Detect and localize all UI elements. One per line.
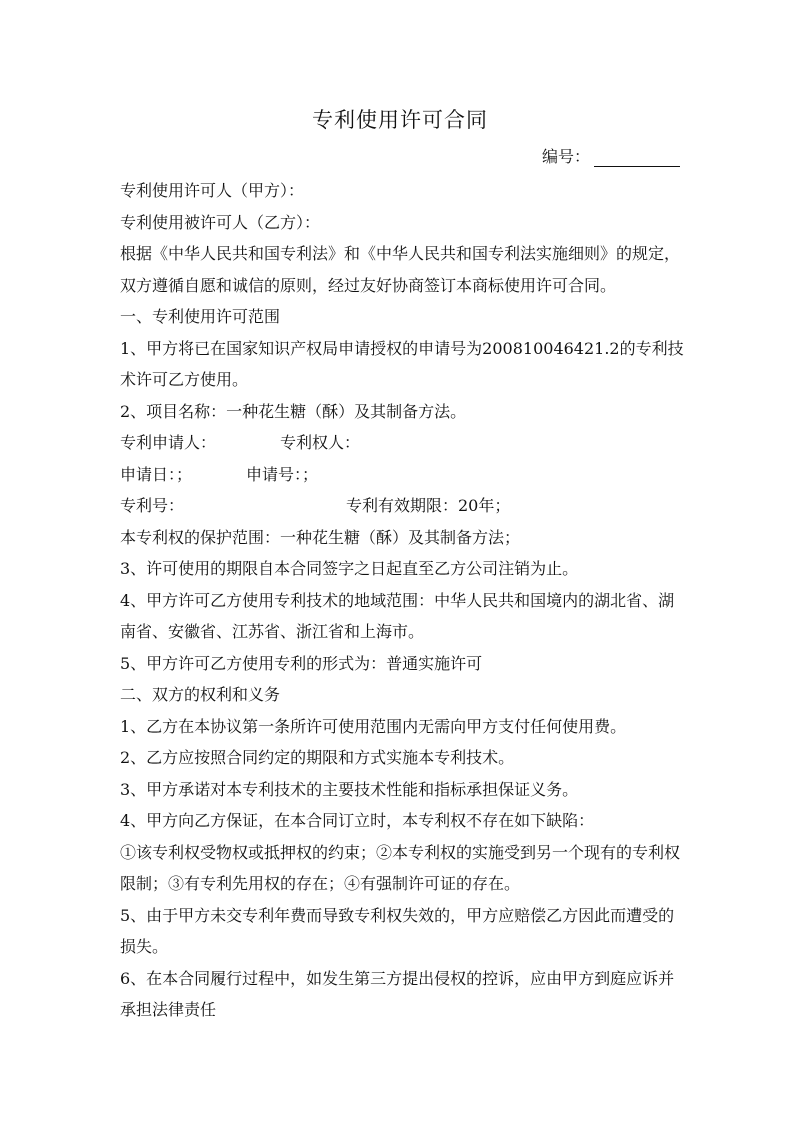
s1-item1: 1、甲方将已在国家知识产权局申请授权的申请号为200810046421.2的专利技术许可乙方使用。	[120, 338, 684, 389]
document-body	[120, 175, 685, 1026]
contract-number-label: 编号：	[542, 147, 591, 166]
licensor-line: 专利使用许可人（甲方）：	[120, 181, 305, 200]
s2-item5: 5、由于甲方未交专利年费而导致专利权失效的，甲方应赔偿乙方因此而遭受的损失。	[120, 905, 675, 956]
s1-item2: 2、项目名称：一种花生糖（酥）及其制备方法。	[120, 401, 467, 421]
section1-heading: 一、专利使用许可范围	[120, 307, 281, 326]
patentee-label: 专利权人：	[280, 433, 361, 452]
s1-item4: 4、甲方许可乙方使用专利技术的地域范围：中华人民共和国境内的湖北省、湖南省、安徽省、江苏省、浙江省和上海市。	[120, 590, 675, 641]
document-title: 专利使用许可合同	[312, 108, 488, 132]
preamble-paragraph: 根据《中华人民共和国专利法》和《中华人民共和国专利法实施细则》的规定，双方遵循自愿和诚信的原则，经过友好协商签订本商标使用许可合同。	[120, 244, 681, 295]
protection-scope: 本专利权的保护范围：一种花生糖（酥）及其制备方法；	[120, 527, 521, 547]
apply-date-label: 申请日：；	[120, 464, 193, 484]
apply-no-label: 申请号：；	[246, 464, 319, 484]
contract-number-blank	[594, 147, 680, 167]
application-row	[120, 459, 685, 491]
s2-item2: 2、乙方应按照合同约定的期限和方式实施本专利技术。	[120, 748, 515, 767]
section2-heading: 二、双方的权利和义务	[120, 685, 281, 704]
contract-number	[542, 144, 680, 167]
s2-item1: 1、乙方在本协议第一条所许可使用范围内无需向甲方支付任何使用费。	[120, 716, 627, 736]
s2-item6: 6、在本合同履行过程中，如发生第三方提出侵权的控诉，应由甲方到庭应诉并承担法律责任	[120, 968, 675, 1019]
s1-item5: 5、甲方许可乙方使用专利的形式为：普通实施许可	[120, 653, 483, 673]
applicant-label: 专利申请人：	[120, 433, 217, 452]
applicant-row	[120, 427, 685, 459]
patent-row	[120, 490, 685, 522]
s2-item3: 3、甲方承诺对本专利技术的主要技术性能和指标承担保证义务。	[120, 779, 579, 799]
patent-no-label: 专利号：	[120, 496, 185, 515]
licensee-line: 专利使用被许可人（乙方）：	[120, 212, 321, 232]
validity-label: 专利有效期限：20年；	[346, 496, 511, 515]
s2-item4-detail: ①该专利权受物权或抵押权的约束；②本专利权的实施受到另一个现有的专利权限制；③有专利先用权的存在；④有强制许可证的存在。	[120, 842, 681, 893]
s1-item3: 3、许可使用的期限自本合同签字之日起直至乙方公司注销为止。	[120, 559, 579, 578]
s2-item4: 4、甲方向乙方保证，在本合同订立时，本专利权不存在如下缺陷：	[120, 811, 595, 830]
